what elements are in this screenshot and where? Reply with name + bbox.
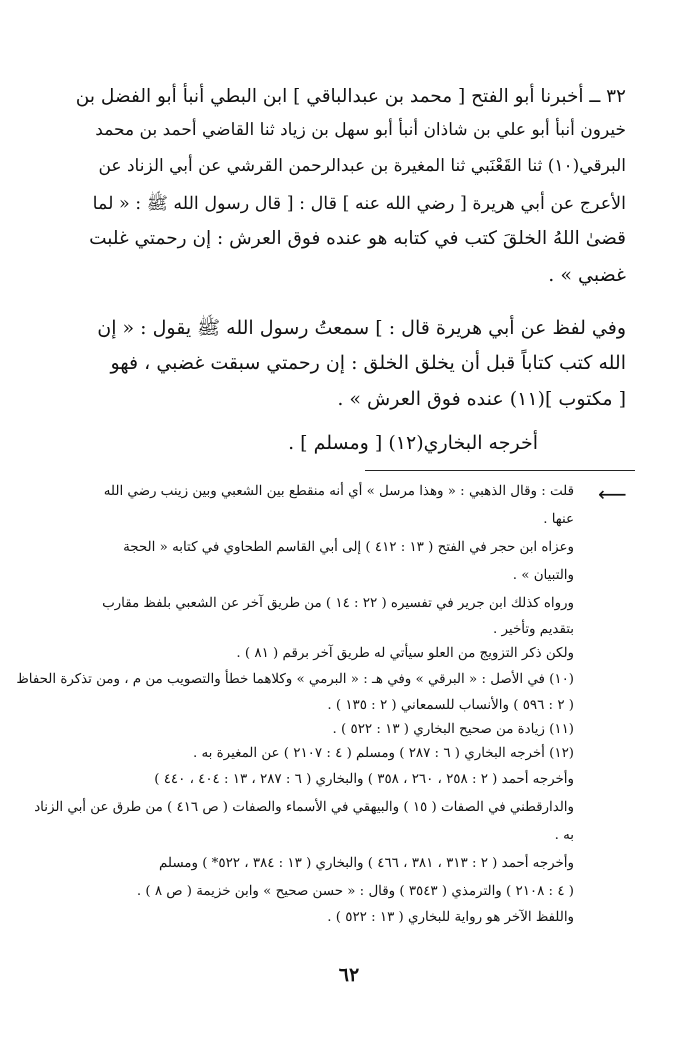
takhrij-line: أخرجه البخاري(١٢) [ ومسلم ] .	[288, 432, 538, 454]
note-line: والتبيان » .	[512, 568, 574, 583]
footnote-10: (١٠) في الأصل : « البرقي » وفي هـ : « البرمي » وكلاهما خطأ والتصويب من م ، ومن تذكرة الحفاظ	[16, 672, 574, 687]
note-line: واللفظ الآخر هو رواية للبخاري ( ١٣ : ٥٢٢ ) .	[327, 910, 574, 925]
footnote-11: (١١) زيادة من صحيح البخاري ( ١٣ : ٥٢٢ ) .	[332, 722, 574, 737]
hadith-line-2: خيرون أنبأ أبو علي بن شاذان أنبأ أبو سهل بن زياد ثنا القاضي أحمد بن محمد	[95, 120, 626, 140]
note-line: به .	[554, 828, 574, 843]
hadith-line-5: قضىٰ اللهُ الخلقَ كتب في كتابه هو عنده فوق العرش : إن رحمتي غلبت	[89, 228, 626, 249]
variant-line-3: [ مكتوب ](١١) عنده فوق العرش » .	[337, 388, 626, 410]
variant-line-1: وفي لفظ عن أبي هريرة قال : ] سمعتُ رسول الله ﷺ يقول : « إن	[97, 317, 626, 339]
page-number: ٦٢	[338, 964, 360, 986]
arrow-left-icon: ⟵	[598, 482, 627, 506]
note-line: ( ٤ : ٢١٠٨ ) والترمذي ( ٣٥٤٣ ) وقال : « حسن صحيح » وابن خزيمة ( ص ٨ ) .	[136, 884, 574, 899]
hadith-line-3: البرقي(١٠) ثنا القَعْنَبي ثنا المغيرة بن عبدالرحمن القرشي عن أبي الزناد عن	[98, 156, 626, 176]
note-line: وأخرجه أحمد ( ٢ : ٣١٣ ، ٣٨١ ، ٤٦٦ ) والبخاري ( ١٣ : ٣٨٤ ، ٥٢٢* ) ومسلم	[159, 856, 574, 871]
note-line: عنها .	[543, 512, 574, 527]
hadith-line-6: غضبي » .	[548, 264, 626, 286]
note-line: قلت : وقال الذهبي : « وهذا مرسل » أي أنه منقطع بين الشعبي وبين زينب رضي الله	[103, 484, 574, 499]
hadith-line-1: ٣٢ ــ أخبرنا أبو الفتح [ محمد بن عبدالباقي ] ابن البطي أنبأ أبو الفضل بن	[75, 86, 626, 107]
note-line: ( ٢ : ٥٩٦ ) والأنساب للسمعاني ( ٢ : ١٣٥ ) .	[327, 698, 574, 713]
variant-line-2: الله كتب كتاباً قبل أن يخلق الخلق : إن رحمتي سبقت غضبي ، فهو	[110, 352, 626, 374]
footnote-separator	[365, 470, 635, 471]
footnote-12: (١٢) أخرجه البخاري ( ٦ : ٢٨٧ ) ومسلم ( ٤ : ٢١٠٧ ) عن المغيرة به .	[192, 746, 574, 761]
note-line: بتقديم وتأخير .	[493, 622, 574, 637]
note-line: ورواه كذلك ابن جرير في تفسيره ( ٢٢ : ١٤ ) من طريق آخر عن الشعبي بلفظ مقارب	[102, 596, 574, 611]
note-line: وأخرجه أحمد ( ٢ : ٢٥٨ ، ٢٦٠ ، ٣٥٨ ) والبخاري ( ٦ : ٢٨٧ ، ١٣ : ٤٠٤ ، ٤٤٠ )	[154, 772, 574, 787]
note-line: وعزاه ابن حجر في الفتح ( ١٣ : ٤١٢ ) إلى أبي القاسم الطحاوي في كتابه « الحجة	[123, 540, 574, 555]
note-line: ولكن ذكر التزويج من العلو سيأتي له طريق آخر برقم ( ٨١ ) .	[236, 646, 574, 661]
note-line: والدارقطني في الصفات ( ١٥ ) والبيهقي في الأسماء والصفات ( ص ٤١٦ ) من طرق عن أبي الزناد	[34, 800, 574, 815]
hadith-line-4: الأعرج عن أبي هريرة [ رضي الله عنه ] قال : [ قال رسول الله ﷺ : « لما	[92, 194, 626, 214]
